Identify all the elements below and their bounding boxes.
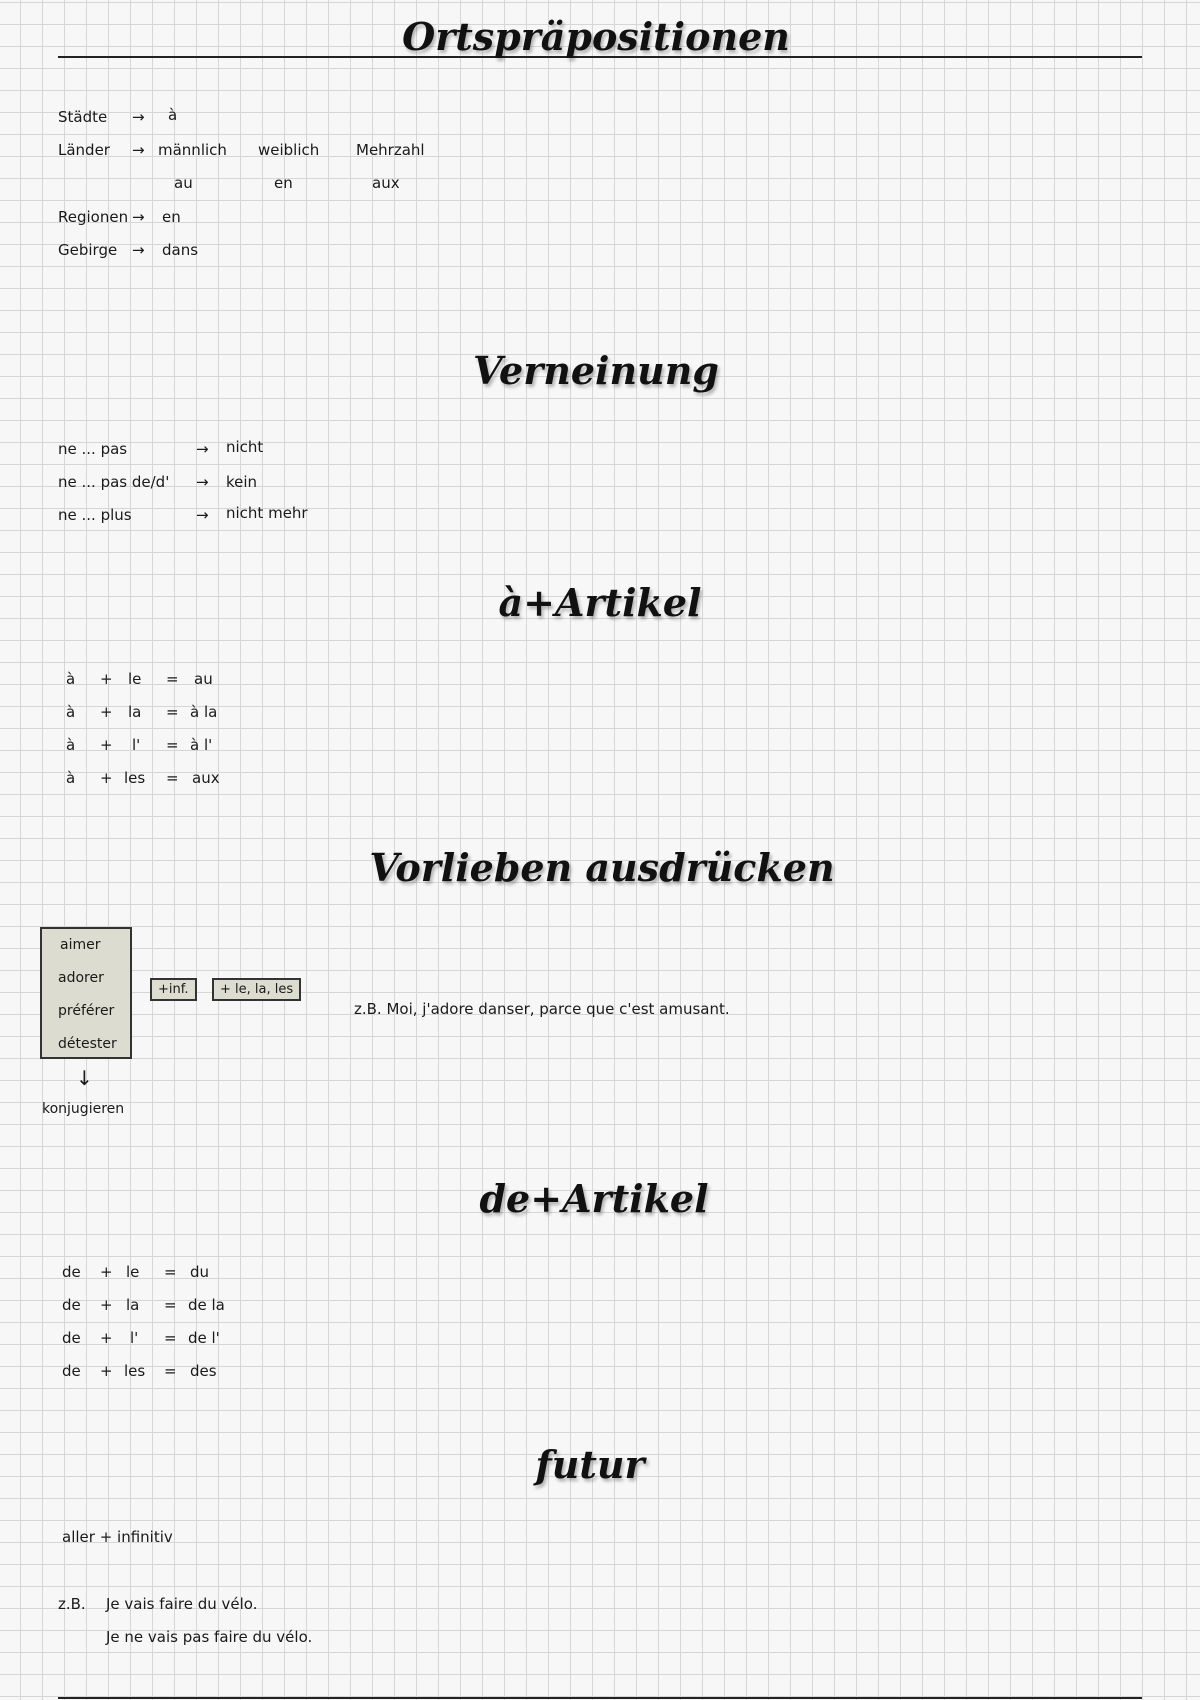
cell: = <box>166 703 179 721</box>
neg-de: nicht mehr <box>226 504 308 522</box>
cell: = <box>166 670 179 688</box>
neg-de: kein <box>226 473 258 491</box>
arrow-icon: → <box>196 473 209 491</box>
cell: de <box>62 1296 81 1314</box>
cell: = <box>164 1329 177 1347</box>
cell: + <box>100 1329 113 1347</box>
value-weiblich: en <box>274 174 293 192</box>
cell: + <box>100 1362 113 1380</box>
label-regionen: Regionen <box>58 208 129 226</box>
value-staedte: à <box>168 106 178 124</box>
cell: + <box>100 670 113 688</box>
verb-box <box>40 927 132 1059</box>
title-de-artikel: de+Artikel <box>479 1176 709 1221</box>
cell: à <box>66 670 76 688</box>
verb-item: détester <box>58 1036 117 1052</box>
label-staedte: Städte <box>58 108 108 126</box>
futur-rule: aller + infinitiv <box>62 1528 173 1546</box>
cell: = <box>164 1362 177 1380</box>
article-tag: + le, la, les <box>212 978 301 1001</box>
arrow-icon: → <box>196 506 209 524</box>
cell: du <box>190 1263 210 1281</box>
cell: + <box>100 1296 113 1314</box>
cell: à <box>66 703 76 721</box>
label-weiblich: weiblich <box>258 141 320 159</box>
value-gebirge: dans <box>162 241 199 259</box>
bottom-rule <box>58 1697 1142 1699</box>
cell: de la <box>188 1296 225 1314</box>
title-a-artikel: à+Artikel <box>498 580 702 625</box>
neg-fr: ne ... plus <box>58 506 132 524</box>
cell: à <box>66 769 76 787</box>
cell: = <box>166 769 179 787</box>
value-mehrzahl: aux <box>372 174 400 192</box>
neg-fr: ne ... pas <box>58 440 128 458</box>
cell: + <box>100 736 113 754</box>
arrow-icon: → <box>132 108 145 126</box>
cell: de <box>62 1362 81 1380</box>
futur-example: Je vais faire du vélo. <box>106 1595 258 1613</box>
cell: = <box>166 736 179 754</box>
cell: = <box>164 1296 177 1314</box>
arrow-icon: → <box>132 241 145 259</box>
neg-de: nicht <box>226 438 264 456</box>
cell: le <box>128 670 142 688</box>
cell: à l' <box>190 736 213 754</box>
cell: à la <box>190 703 218 721</box>
vorlieben-example: z.B. Moi, j'adore danser, parce que c'est amusant. <box>354 1000 730 1018</box>
value-regionen: en <box>162 208 181 226</box>
cell: l' <box>132 736 141 754</box>
title-vorlieben: Vorlieben ausdrücken <box>369 845 835 890</box>
cell: le <box>126 1263 140 1281</box>
inf-tag: +inf. <box>150 978 197 1001</box>
cell: de <box>62 1263 81 1281</box>
cell: de <box>62 1329 81 1347</box>
neg-fr: ne ... pas de/d' <box>58 473 170 491</box>
title-verneinung: Verneinung <box>473 348 719 393</box>
title-futur: futur <box>535 1442 645 1487</box>
cell: + <box>100 703 113 721</box>
down-arrow-icon: ↓ <box>76 1066 93 1090</box>
arrow-icon: → <box>132 208 145 226</box>
verb-item: préférer <box>58 1003 115 1019</box>
konjugieren-note: konjugieren <box>42 1101 125 1117</box>
label-maennlich: männlich <box>158 141 227 159</box>
cell: à <box>66 736 76 754</box>
cell: les <box>124 1362 146 1380</box>
cell: les <box>124 769 146 787</box>
arrow-icon: → <box>196 440 209 458</box>
cell: la <box>128 703 142 721</box>
value-maennlich: au <box>174 174 193 192</box>
cell: = <box>164 1263 177 1281</box>
label-laender: Länder <box>58 141 110 159</box>
cell: de l' <box>188 1329 220 1347</box>
verb-item: aimer <box>60 937 101 953</box>
cell: la <box>126 1296 140 1314</box>
verb-item: adorer <box>58 970 104 986</box>
label-mehrzahl: Mehrzahl <box>356 141 425 159</box>
cell: l' <box>130 1329 139 1347</box>
futur-example: Je ne vais pas faire du vélo. <box>106 1628 313 1646</box>
cell: + <box>100 769 113 787</box>
cell: des <box>190 1362 217 1380</box>
label-gebirge: Gebirge <box>58 241 118 259</box>
cell: au <box>194 670 213 688</box>
cell: aux <box>192 769 220 787</box>
arrow-icon: → <box>132 141 145 159</box>
title-ortspraepositionen: Ortspräpositionen <box>402 14 790 59</box>
cell: + <box>100 1263 113 1281</box>
futur-example-prefix: z.B. <box>58 1595 86 1613</box>
